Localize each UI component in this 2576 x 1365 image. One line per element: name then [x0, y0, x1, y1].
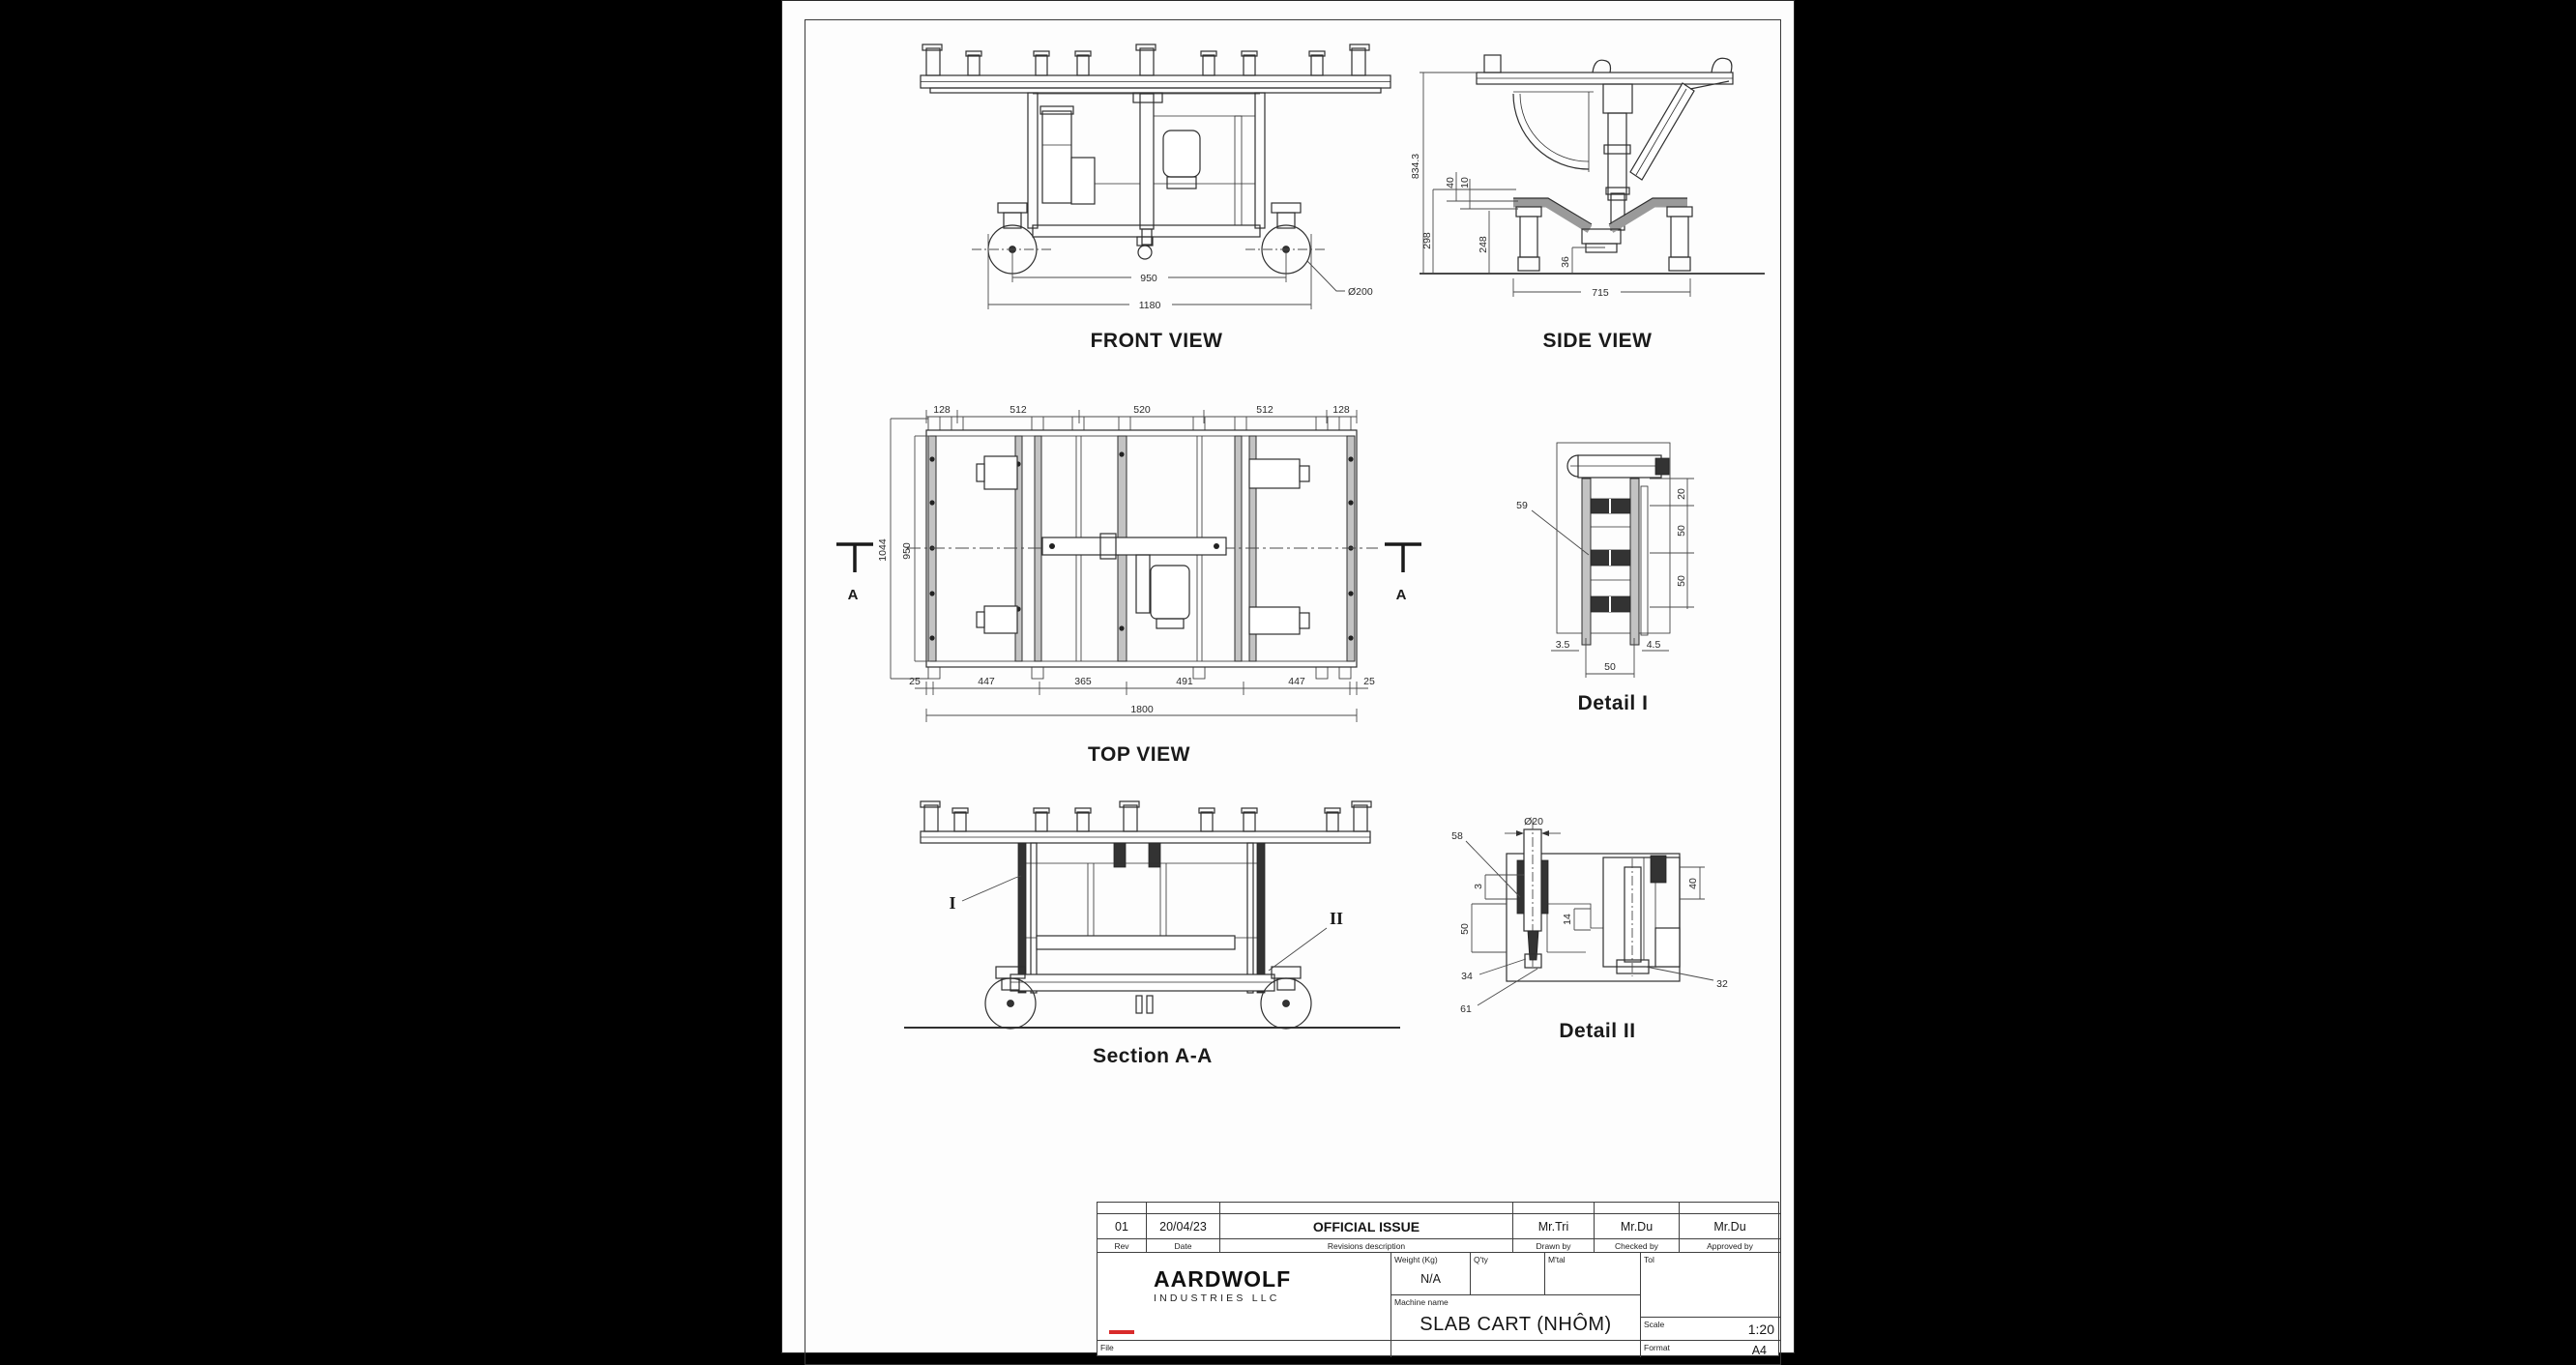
detail2-callout-32: 32 [1716, 978, 1728, 990]
top-view-label: TOP VIEW [1088, 743, 1190, 766]
top-dim-447-left: 447 [978, 676, 995, 687]
machine-name-value: SLAB CART (NHÔM) [1420, 1313, 1612, 1335]
detail2-dim-3: 3 [1473, 884, 1484, 889]
front-dim-dia200: Ø200 [1348, 286, 1373, 298]
section-aa-drawing [904, 801, 1400, 1029]
rev-empty-1 [1098, 1203, 1147, 1214]
detail1-dim-20: 20 [1676, 488, 1687, 500]
detail1-dim-3p5: 3.5 [1555, 639, 1570, 651]
front-view-label: FRONT VIEW [1090, 330, 1223, 352]
top-dim-25-left: 25 [909, 676, 921, 687]
top-dim-512-left: 512 [1010, 404, 1027, 416]
revision-date: 20/04/23 [1147, 1214, 1220, 1239]
side-dim-834: 834.3 [1410, 153, 1421, 180]
rev-empty-5 [1595, 1203, 1680, 1214]
header-approved-by: Approved by [1680, 1239, 1780, 1253]
side-view-drawing [1420, 55, 1765, 297]
header-drawn-by: Drawn by [1513, 1239, 1595, 1253]
weight-value: N/A [1420, 1272, 1441, 1286]
revision-rev: 01 [1098, 1214, 1147, 1239]
revision-description: OFFICIAL ISSUE [1220, 1214, 1513, 1239]
header-description: Revisions description [1220, 1239, 1513, 1253]
qty-label: Q'ty [1474, 1255, 1488, 1264]
weight-label: Weight (Kg) [1394, 1255, 1438, 1264]
detail-ii-drawing [1466, 820, 1713, 1005]
top-dim-128-left: 128 [933, 404, 951, 416]
rev-empty-3 [1220, 1203, 1513, 1214]
company-subtitle: INDUSTRIES LLC [1154, 1292, 1280, 1304]
scale-label: Scale [1644, 1320, 1665, 1329]
top-dim-512-right: 512 [1256, 404, 1273, 416]
detail-ii-label: Detail II [1559, 1020, 1636, 1042]
file-label: File [1100, 1343, 1114, 1352]
top-dim-365: 365 [1074, 676, 1092, 687]
mtal-label: M'tal [1548, 1255, 1566, 1264]
top-dim-950: 950 [901, 542, 913, 560]
company-name: AARDWOLF [1154, 1266, 1292, 1292]
side-dim-10: 10 [1459, 177, 1471, 189]
file-mid-cell [1391, 1341, 1641, 1357]
format-value: A4 [1751, 1344, 1767, 1357]
side-dim-40: 40 [1445, 177, 1456, 189]
rev-empty-6 [1680, 1203, 1780, 1214]
front-dim-1180: 1180 [1138, 300, 1161, 311]
detail1-dim-50c: 50 [1604, 661, 1616, 673]
detail2-callout-61: 61 [1460, 1003, 1472, 1015]
side-dim-715: 715 [1592, 287, 1609, 299]
top-dim-491: 491 [1176, 676, 1193, 687]
detail2-dim-50: 50 [1459, 923, 1471, 935]
front-view-drawing [921, 44, 1390, 309]
tol-cell [1641, 1253, 1780, 1318]
tol-label: Tol [1644, 1255, 1654, 1264]
side-view-label: SIDE VIEW [1542, 330, 1653, 352]
top-dim-1800: 1800 [1130, 704, 1154, 715]
format-label: Format [1644, 1343, 1670, 1352]
company-logo-cell [1098, 1253, 1391, 1341]
detail1-callout-59: 59 [1516, 500, 1528, 511]
scale-value: 1:20 [1747, 1321, 1774, 1337]
machine-name-label: Machine name [1394, 1297, 1449, 1307]
detail-i-label: Detail I [1577, 692, 1649, 714]
rev-empty-2 [1147, 1203, 1220, 1214]
logo-fineprint [1109, 1330, 1134, 1334]
section-callout-1: I [949, 893, 956, 913]
weight-cell [1391, 1253, 1471, 1295]
header-date: Date [1147, 1239, 1220, 1253]
machine-name-cell [1391, 1295, 1641, 1341]
detail2-dim-40: 40 [1687, 878, 1699, 889]
section-callout-2: II [1329, 909, 1344, 928]
header-checked-by: Checked by [1595, 1239, 1680, 1253]
detail1-dim-50b: 50 [1676, 575, 1687, 587]
top-dim-128-right: 128 [1332, 404, 1350, 416]
section-aa-label: Section A-A [1093, 1045, 1213, 1067]
side-dim-298: 298 [1421, 232, 1433, 249]
top-dim-447-right: 447 [1288, 676, 1305, 687]
top-dim-1044: 1044 [877, 538, 889, 562]
front-dim-950: 950 [1140, 273, 1157, 284]
detail1-dim-4p5: 4.5 [1646, 639, 1661, 651]
section-marker-a-left: A [847, 587, 859, 603]
revision-drawn-by: Mr.Tri [1513, 1214, 1595, 1239]
detail2-dim-14: 14 [1562, 914, 1573, 925]
format-cell [1641, 1341, 1780, 1357]
header-rev: Rev [1098, 1239, 1147, 1253]
qty-cell [1471, 1253, 1545, 1295]
detail1-dim-50a: 50 [1676, 525, 1687, 537]
title-block [1097, 1202, 1779, 1356]
detail2-callout-34: 34 [1461, 971, 1473, 982]
detail2-dim-dia20: Ø20 [1524, 816, 1543, 828]
top-view-drawing [836, 410, 1421, 722]
revision-checked-by: Mr.Du [1595, 1214, 1680, 1239]
file-cell [1098, 1341, 1391, 1357]
top-dim-25-right: 25 [1363, 676, 1375, 687]
scale-cell [1641, 1318, 1780, 1341]
section-marker-a-right: A [1395, 587, 1407, 603]
rev-empty-4 [1513, 1203, 1595, 1214]
side-dim-248: 248 [1478, 236, 1489, 253]
mtal-cell [1545, 1253, 1641, 1295]
detail2-callout-58: 58 [1451, 830, 1463, 842]
top-dim-520: 520 [1133, 404, 1151, 416]
side-dim-36: 36 [1560, 256, 1571, 268]
revision-approved-by: Mr.Du [1680, 1214, 1780, 1239]
